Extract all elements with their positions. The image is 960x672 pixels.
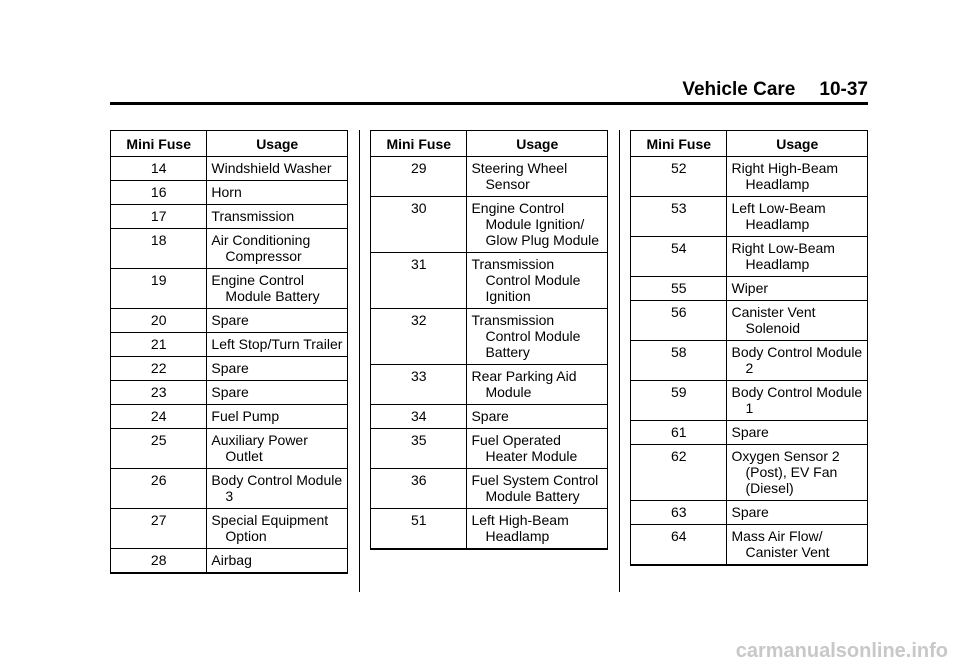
fuse-usage-cell xyxy=(467,509,608,550)
table-row xyxy=(631,341,868,381)
fuse-usage-cell xyxy=(467,429,608,469)
fuse-usage: Oxygen Sensor 2 (Post), EV Fan (Diesel) xyxy=(731,448,840,496)
fuse-usage-cell xyxy=(207,205,348,229)
fuse-number: 18 xyxy=(111,229,207,269)
table-row xyxy=(631,421,868,445)
table-row xyxy=(111,469,348,509)
table-row xyxy=(111,429,348,469)
fuse-usage: Airbag xyxy=(211,552,252,568)
fuse-usage: Transmission Control Module Ignition xyxy=(471,256,581,304)
fuse-usage: Special Equipment Option xyxy=(211,512,329,544)
table-row xyxy=(631,445,868,501)
column-divider xyxy=(619,130,620,592)
fuse-number: 14 xyxy=(111,157,207,181)
fuse-number: 36 xyxy=(371,469,467,509)
usage-header: Usage xyxy=(207,131,348,157)
fuse-usage: Engine Control Module Battery xyxy=(211,272,320,304)
fuse-usage: Left High-Beam Headlamp xyxy=(471,512,569,544)
fuse-number: 64 xyxy=(631,525,727,566)
mini-fuse-header: Mini Fuse xyxy=(371,131,467,157)
fuse-usage-cell xyxy=(727,157,868,197)
table-row xyxy=(111,205,348,229)
fuse-table-3 xyxy=(630,130,868,566)
page-header xyxy=(110,78,868,102)
fuse-usage-cell xyxy=(207,509,348,549)
fuse-number: 21 xyxy=(111,333,207,357)
fuse-usage: Spare xyxy=(211,384,249,400)
fuse-number: 22 xyxy=(111,357,207,381)
usage-header: Usage xyxy=(467,131,608,157)
fuse-usage-cell xyxy=(727,421,868,445)
fuse-usage-cell xyxy=(467,309,608,365)
column-divider xyxy=(359,130,360,592)
mini-fuse-header: Mini Fuse xyxy=(631,131,727,157)
fuse-table-1 xyxy=(110,130,348,574)
table-row xyxy=(631,301,868,341)
fuse-usage-cell xyxy=(727,341,868,381)
mini-fuse-header: Mini Fuse xyxy=(111,131,207,157)
table-row xyxy=(371,157,608,197)
fuse-usage: Air Conditioning Compressor xyxy=(211,232,311,264)
fuse-number: 34 xyxy=(371,405,467,429)
fuse-number: 52 xyxy=(631,157,727,197)
fuse-usage-cell xyxy=(727,277,868,301)
fuse-number: 58 xyxy=(631,341,727,381)
fuse-usage: Right Low-Beam Headlamp xyxy=(731,240,835,272)
fuse-usage: Horn xyxy=(211,184,242,200)
table-row xyxy=(111,381,348,405)
table-row xyxy=(111,357,348,381)
watermark: carmanualsonline.info xyxy=(735,640,948,662)
table-row xyxy=(111,157,348,181)
fuse-usage-cell xyxy=(467,469,608,509)
table-row xyxy=(371,197,608,253)
fuse-usage-cell xyxy=(727,525,868,566)
fuse-usage-cell xyxy=(727,197,868,237)
table-row xyxy=(111,309,348,333)
table-row xyxy=(371,365,608,405)
table-row xyxy=(111,181,348,205)
fuse-usage-cell xyxy=(207,357,348,381)
fuse-usage-cell xyxy=(727,445,868,501)
fuse-number: 54 xyxy=(631,237,727,277)
fuse-usage-cell xyxy=(467,405,608,429)
fuse-number: 59 xyxy=(631,381,727,421)
fuse-usage: Windshield Washer xyxy=(211,160,332,176)
fuse-number: 55 xyxy=(631,277,727,301)
table-row xyxy=(631,501,868,525)
fuse-number: 26 xyxy=(111,469,207,509)
fuse-usage: Fuel System Control Module Battery xyxy=(471,472,599,504)
fuse-table-column-3 xyxy=(630,130,868,566)
fuse-usage: Steering Wheel Sensor xyxy=(471,160,568,192)
fuse-number: 33 xyxy=(371,365,467,405)
fuse-number: 20 xyxy=(111,309,207,333)
fuse-usage: Spare xyxy=(731,504,769,520)
fuse-usage: Engine Control Module Ignition/ Glow Plug Module xyxy=(471,200,600,248)
fuse-usage: Body Control Module 3 xyxy=(211,472,343,504)
fuse-usage-cell xyxy=(207,549,348,574)
fuse-number: 27 xyxy=(111,509,207,549)
fuse-number: 19 xyxy=(111,269,207,309)
fuse-usage: Spare xyxy=(731,424,769,440)
fuse-usage: Spare xyxy=(471,408,509,424)
page-number: 10-37 xyxy=(819,79,868,100)
table-row xyxy=(371,309,608,365)
fuse-usage-cell xyxy=(207,469,348,509)
fuse-usage: Mass Air Flow/ Canister Vent xyxy=(731,528,830,560)
table-row xyxy=(111,333,348,357)
fuse-usage-cell xyxy=(207,429,348,469)
fuse-usage: Body Control Module 1 xyxy=(731,384,863,416)
fuse-table-column-2 xyxy=(370,130,608,550)
fuse-usage-cell xyxy=(207,229,348,269)
fuse-usage: Spare xyxy=(211,360,249,376)
fuse-usage-cell xyxy=(727,381,868,421)
fuse-usage: Body Control Module 2 xyxy=(731,344,863,376)
table-row xyxy=(631,237,868,277)
table-row xyxy=(371,253,608,309)
fuse-usage-cell xyxy=(207,333,348,357)
fuse-number: 62 xyxy=(631,445,727,501)
fuse-usage: Spare xyxy=(211,312,249,328)
fuse-usage-cell xyxy=(467,157,608,197)
fuse-usage-cell xyxy=(207,405,348,429)
table-header-row xyxy=(111,131,348,157)
fuse-number: 32 xyxy=(371,309,467,365)
fuse-usage-cell xyxy=(207,181,348,205)
fuse-number: 28 xyxy=(111,549,207,574)
table-row xyxy=(631,381,868,421)
fuse-usage: Right High-Beam Headlamp xyxy=(731,160,839,192)
fuse-usage: Transmission Control Module Battery xyxy=(471,312,581,360)
fuse-number: 24 xyxy=(111,405,207,429)
fuse-number: 35 xyxy=(371,429,467,469)
fuse-usage: Left Stop/Turn Trailer xyxy=(211,336,343,352)
table-row xyxy=(631,157,868,197)
fuse-number: 29 xyxy=(371,157,467,197)
fuse-usage-cell xyxy=(207,381,348,405)
fuse-usage: Fuel Operated Heater Module xyxy=(471,432,578,464)
table-row xyxy=(111,229,348,269)
fuse-usage-cell xyxy=(207,309,348,333)
table-row xyxy=(111,549,348,574)
table-row xyxy=(631,197,868,237)
fuse-table-column-1 xyxy=(110,130,348,574)
usage-header: Usage xyxy=(727,131,868,157)
fuse-usage: Wiper xyxy=(731,280,769,296)
fuse-usage-cell xyxy=(467,365,608,405)
fuse-usage-cell xyxy=(727,301,868,341)
fuse-table-2 xyxy=(370,130,608,550)
table-header-row xyxy=(631,131,868,157)
table-row xyxy=(111,405,348,429)
fuse-number: 56 xyxy=(631,301,727,341)
table-row xyxy=(631,277,868,301)
fuse-usage: Transmission xyxy=(211,208,295,224)
fuse-number: 23 xyxy=(111,381,207,405)
fuse-number: 53 xyxy=(631,197,727,237)
fuse-number: 63 xyxy=(631,501,727,525)
section-title: Vehicle Care xyxy=(682,79,796,100)
fuse-usage: Auxiliary Power Outlet xyxy=(211,432,308,464)
table-row xyxy=(371,429,608,469)
fuse-usage-cell xyxy=(727,237,868,277)
fuse-number: 61 xyxy=(631,421,727,445)
fuse-usage-cell xyxy=(727,501,868,525)
fuse-number: 30 xyxy=(371,197,467,253)
fuse-usage: Canister Vent Solenoid xyxy=(731,304,816,336)
table-row xyxy=(111,269,348,309)
table-row xyxy=(371,509,608,550)
fuse-number: 51 xyxy=(371,509,467,550)
fuse-usage-cell xyxy=(207,269,348,309)
header-rule xyxy=(110,102,868,105)
fuse-usage-cell xyxy=(467,253,608,309)
fuse-usage: Fuel Pump xyxy=(211,408,280,424)
fuse-usage-cell xyxy=(467,197,608,253)
table-header-row xyxy=(371,131,608,157)
fuse-usage-cell xyxy=(207,157,348,181)
fuse-number: 16 xyxy=(111,181,207,205)
fuse-usage: Rear Parking Aid Module xyxy=(471,368,577,400)
fuse-number: 17 xyxy=(111,205,207,229)
table-row xyxy=(371,469,608,509)
table-row xyxy=(371,405,608,429)
fuse-number: 31 xyxy=(371,253,467,309)
table-row xyxy=(111,509,348,549)
fuse-number: 25 xyxy=(111,429,207,469)
table-row xyxy=(631,525,868,566)
fuse-usage: Left Low-Beam Headlamp xyxy=(731,200,826,232)
